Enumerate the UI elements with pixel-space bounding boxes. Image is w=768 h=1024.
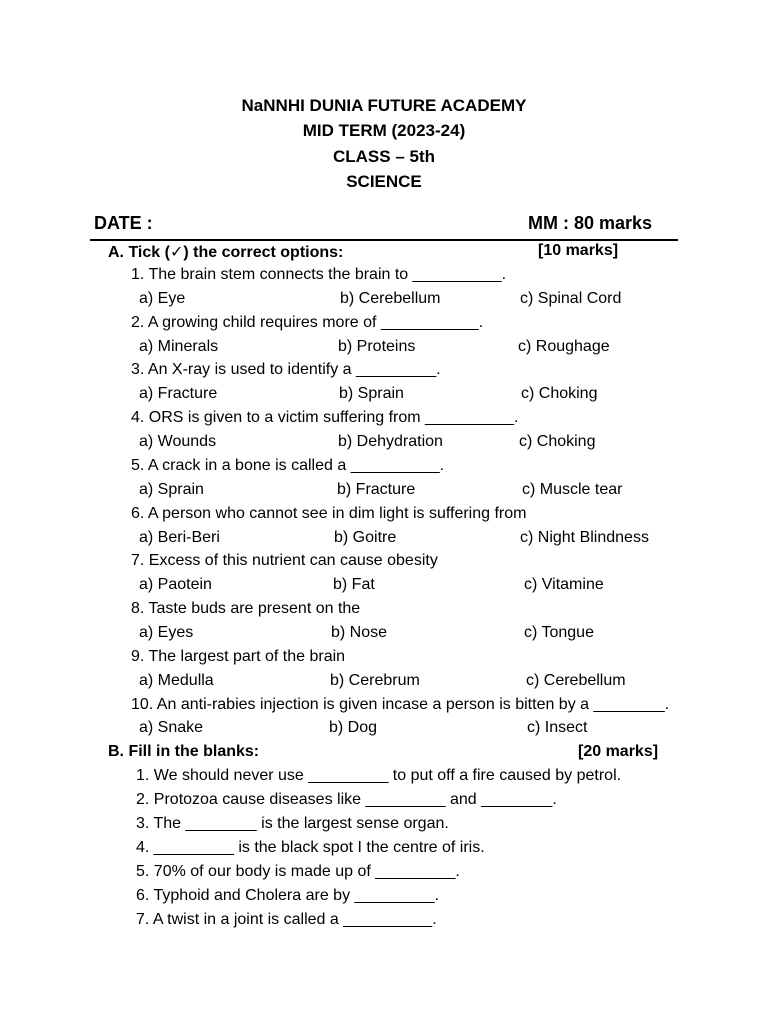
blank-item: 1. We should never use _________ to put off a fire caused by petrol. bbox=[136, 767, 622, 784]
section-a-title: A. Tick (✓) the correct options: bbox=[108, 244, 344, 261]
max-marks: MM : 80 marks bbox=[528, 213, 653, 233]
question-text: 2. A growing child requires more of ___________. bbox=[131, 314, 484, 331]
option-b: b) Cerebrum bbox=[330, 672, 420, 689]
blank-item: 5. 70% of our body is made up of _________. bbox=[136, 863, 460, 880]
option-c: c) Vitamine bbox=[524, 576, 604, 593]
option-b: b) Proteins bbox=[338, 338, 416, 355]
option-a: a) Fracture bbox=[139, 385, 218, 402]
option-a: a) Eyes bbox=[139, 624, 194, 641]
question-text: 7. Excess of this nutrient can cause obesity bbox=[131, 552, 438, 569]
option-a: a) Eye bbox=[139, 290, 186, 307]
section-b-title: B. Fill in the blanks: bbox=[108, 743, 260, 760]
option-b: b) Cerebellum bbox=[340, 290, 441, 307]
option-c: c) Insect bbox=[527, 719, 588, 736]
option-b: b) Goitre bbox=[334, 529, 397, 546]
option-b: b) Dog bbox=[329, 719, 378, 736]
question-text: 9. The largest part of the brain bbox=[131, 648, 346, 665]
section-a-marks: [10 marks] bbox=[538, 242, 619, 259]
question-text: 1. The brain stem connects the brain to __________. bbox=[131, 266, 507, 283]
option-a: a) Minerals bbox=[139, 338, 219, 355]
blank-item: 7. A twist in a joint is called a __________. bbox=[136, 911, 437, 928]
option-c: c) Muscle tear bbox=[522, 481, 623, 498]
subject-label: SCIENCE bbox=[346, 172, 422, 191]
blank-item: 2. Protozoa cause diseases like _________ and ________. bbox=[136, 791, 557, 808]
option-b: b) Nose bbox=[331, 624, 388, 641]
question-text: 8. Taste buds are present on the bbox=[131, 600, 361, 617]
option-a: a) Wounds bbox=[139, 433, 217, 450]
option-a: a) Paotein bbox=[139, 576, 212, 593]
question-text: 6. A person who cannot see in dim light is suffering from bbox=[131, 505, 527, 522]
option-c: c) Night Blindness bbox=[520, 529, 649, 546]
option-c: c) Tongue bbox=[524, 624, 594, 641]
blank-item: 4. _________ is the black spot I the centre of iris. bbox=[136, 839, 485, 856]
option-b: b) Sprain bbox=[339, 385, 404, 402]
option-c: c) Spinal Cord bbox=[520, 290, 622, 307]
option-a: a) Sprain bbox=[139, 481, 204, 498]
option-c: c) Choking bbox=[519, 433, 596, 450]
option-b: b) Fat bbox=[333, 576, 375, 593]
option-a: a) Beri-Beri bbox=[139, 529, 220, 546]
question-text: 10. An anti-rabies injection is given incase a person is bitten by a ________. bbox=[131, 696, 670, 713]
class-label: CLASS – 5th bbox=[332, 147, 436, 166]
section-b-marks: [20 marks] bbox=[578, 743, 659, 760]
option-c: c) Cerebellum bbox=[526, 672, 626, 689]
question-text: 5. A crack in a bone is called a __________. bbox=[131, 457, 445, 474]
question-text: 4. ORS is given to a victim suffering from __________. bbox=[131, 409, 519, 426]
header-divider bbox=[90, 239, 678, 241]
school-name: NaNNHI DUNIA FUTURE ACADEMY bbox=[241, 96, 527, 115]
exam-title: MID TERM (2023-24) bbox=[302, 121, 466, 140]
option-a: a) Snake bbox=[139, 719, 204, 736]
date-label: DATE : bbox=[94, 213, 153, 233]
option-c: c) Roughage bbox=[518, 338, 610, 355]
option-c: c) Choking bbox=[521, 385, 598, 402]
option-b: b) Fracture bbox=[337, 481, 416, 498]
blank-item: 6. Typhoid and Cholera are by _________. bbox=[136, 887, 440, 904]
blank-item: 3. The ________ is the largest sense organ. bbox=[136, 815, 449, 832]
option-b: b) Dehydration bbox=[338, 433, 443, 450]
question-text: 3. An X-ray is used to identify a _________. bbox=[131, 361, 441, 378]
option-a: a) Medulla bbox=[139, 672, 214, 689]
